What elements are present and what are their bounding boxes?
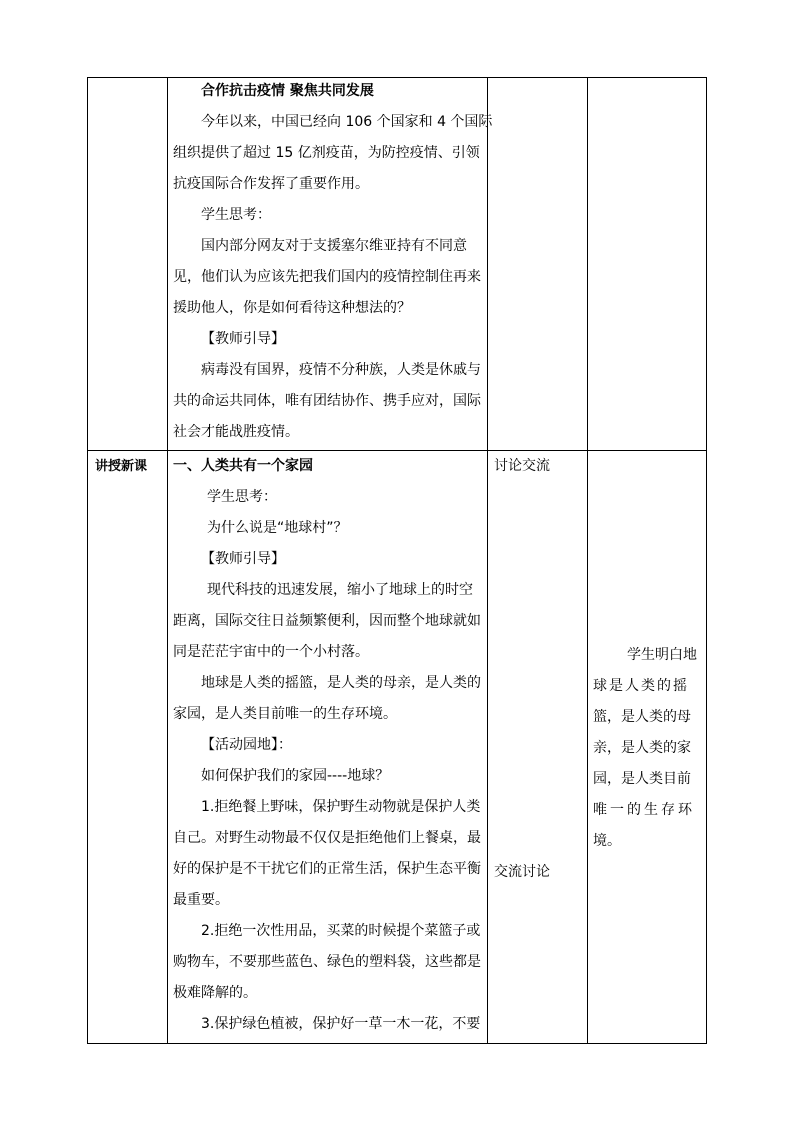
activity-question: 如何保护我们的家园----地球？ (201, 768, 390, 784)
text-line: 园，是人类目前 (593, 771, 691, 787)
text-line: 组织提供了超过 15 亿剂疫苗，为防控疫情、引领 (173, 145, 480, 161)
text-line: 篮，是人类的母 (593, 709, 691, 725)
section-heading: 一、人类共有一个家园 (173, 458, 313, 474)
text-line: 病毒没有国界，疫情不分种族，人类是休戚与 (201, 362, 481, 378)
text-line: 共的命运共同体，唯有团结协作、携手应对，国际 (173, 393, 481, 409)
text-line: 家园，是人类目前唯一的生存环境。 (173, 706, 397, 722)
text-line: 现代科技的迅速发展，缩小了地球上的时空 (207, 582, 473, 598)
activity-note-2: 交流讨论 (494, 864, 550, 880)
think-label: 学生思考： (207, 489, 277, 505)
lesson-table (87, 77, 707, 1044)
col-divider-3 (587, 77, 588, 1044)
text-line: 同是茫茫宇宙中的一个小村落。 (173, 644, 369, 660)
text-line: 见，他们认为应该先把我们国内的疫情控制住再来 (173, 269, 481, 285)
table-border-right (706, 77, 707, 1044)
design-intent (593, 640, 701, 857)
text-line: 境。 (593, 833, 621, 849)
text-line: 极难降解的。 (173, 985, 257, 1001)
text-line: 国内部分网友对于支援塞尔维亚持有不同意 (201, 238, 467, 254)
text-line: 抗疫国际合作发挥了重要作用。 (173, 176, 369, 192)
text-line: 好的保护是不干扰它们的正常生活，保护生态平衡 (173, 861, 481, 877)
table-border-bottom (87, 1043, 707, 1044)
intro-content (173, 76, 493, 448)
text-line: 球是人类的摇 (593, 678, 689, 694)
text-line: 学生明白地 (627, 647, 697, 663)
section-label: 讲授新课 (95, 459, 148, 474)
text-line: 购物车，不要那些蓝色、绿色的塑料袋，这些都是 (173, 954, 481, 970)
news-title: 合作抗击疫情 聚焦共同发展 (201, 83, 374, 99)
col-divider-1 (167, 77, 168, 1044)
col-divider-2 (487, 77, 488, 1044)
activity-note-1: 讨论交流 (494, 458, 550, 474)
table-border-left (87, 77, 88, 1044)
text-line: 援助他人，你是如何看待这种想法的？ (173, 300, 411, 316)
text-line: 社会才能战胜疫情。 (173, 424, 299, 440)
text-line: 自己。对野生动物最不仅仅是拒绝他们上餐桌，最 (173, 830, 481, 846)
section-content (173, 451, 485, 1040)
text-line: 距离，国际交往日益频繁便利，因而整个地球就如 (173, 613, 481, 629)
text-line: 唯一的生存环 (593, 802, 695, 818)
text-line: 2.拒绝一次性用品，买菜的时候提个菜篮子或 (201, 923, 481, 939)
guide-label: 【教师引导】 (201, 331, 285, 347)
question: 为什么说是“地球村”？ (207, 520, 348, 536)
think-label: 学生思考： (201, 207, 271, 223)
text-line: 3.保护绿色植被，保护好一草一木一花，不要 (201, 1016, 481, 1032)
text-line: 1.拒绝餐上野味，保护野生动物就是保护人类 (201, 799, 481, 815)
text-line: 亲，是人类的家 (593, 740, 691, 756)
guide-label: 【教师引导】 (201, 551, 285, 567)
text-line: 今年以来，中国已经向 106 个国家和 4 个国际 (201, 114, 493, 130)
text-line: 最重要。 (173, 892, 229, 908)
text-line: 地球是人类的摇篮，是人类的母亲，是人类的 (201, 675, 481, 691)
activity-label: 【活动园地】： (201, 737, 292, 753)
